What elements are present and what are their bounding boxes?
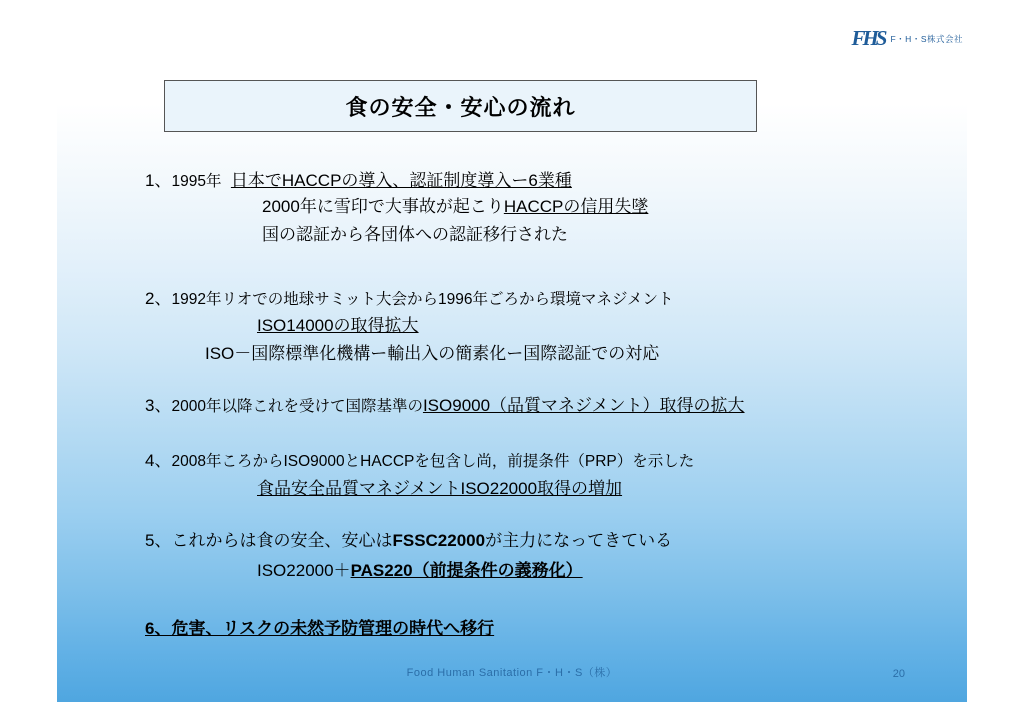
- item-5-line1-plain-a: これからは食の安全、安心は: [171, 531, 393, 550]
- slide-footer: Food Human Sanitation F・H・S（株）: [406, 667, 618, 679]
- item-2-line1: 1992年リオでの地球サミット大会から1996年ごろから環境マネジメント: [171, 291, 674, 308]
- list-item: [145, 169, 572, 193]
- item-5-line2-plain: ISO22000＋: [257, 561, 351, 580]
- item-1-line2-plain: 2000年に雪印で大事故が起こり: [262, 197, 504, 216]
- item-1-line3: 国の認証から各団体への認証移行された: [262, 225, 568, 244]
- list-item: [145, 617, 494, 641]
- item-4-line2: 食品安全品質マネジメントISO22000取得の増加: [257, 479, 623, 498]
- item-5-line2-bold-underlined: PAS220（前提条件の義務化）: [350, 561, 583, 580]
- item-2-line3: ISO－国際標準化機構ー輸出入の簡素化ー国際認証での対応: [205, 344, 660, 363]
- list-item: [205, 342, 659, 366]
- item-1-lead: 1995年: [171, 173, 222, 190]
- item-4-line1: 2008年ころからISO9000とHACCPを包含し尚，前提条件（PRP）を示した: [171, 453, 695, 470]
- slide-title-box: [164, 80, 757, 132]
- item-1-line2-underlined: HACCPの信用失墜: [503, 197, 649, 216]
- list-item: [262, 223, 568, 247]
- item-3-line1-plain: 2000年以降これを受けて国際基準の: [171, 398, 423, 415]
- company-logo: [851, 26, 963, 51]
- item-2-number: 2、: [145, 289, 172, 308]
- list-item: [257, 477, 622, 501]
- list-item: [257, 314, 419, 338]
- list-item: [145, 287, 674, 311]
- item-4-number: 4、: [145, 451, 172, 470]
- slide: [57, 22, 967, 702]
- item-5-line1-plain-b: が主力になってきている: [485, 531, 673, 550]
- item-2-line2: ISO14000の取得拡大: [257, 316, 419, 335]
- logo-company-name: F・H・S株式会社: [890, 33, 963, 44]
- item-6-number: 6、: [145, 619, 172, 638]
- list-item: [262, 195, 648, 219]
- item-3-line1-underlined: ISO9000（品質マネジメント）取得の拡大: [422, 396, 745, 415]
- item-1-line1: 日本でHACCPの導入、認証制度導入ー6業種: [230, 171, 572, 190]
- item-6-line1: 危害、リスクの未然予防管理の時代へ移行: [171, 619, 495, 638]
- list-item: [145, 529, 672, 553]
- slide-header-band: [57, 22, 967, 58]
- list-item: [145, 449, 694, 473]
- list-item: [257, 559, 583, 583]
- page-number: 20: [892, 668, 905, 680]
- item-1-number: 1、: [145, 171, 172, 190]
- page-title: 食の安全・安心の流れ: [345, 94, 576, 120]
- list-item: [145, 394, 745, 418]
- item-5-number: 5、: [145, 531, 172, 550]
- item-5-line1-bold: FSSC22000: [392, 531, 486, 550]
- logo-mark-icon: FHS: [851, 26, 885, 50]
- item-3-number: 3、: [145, 396, 172, 415]
